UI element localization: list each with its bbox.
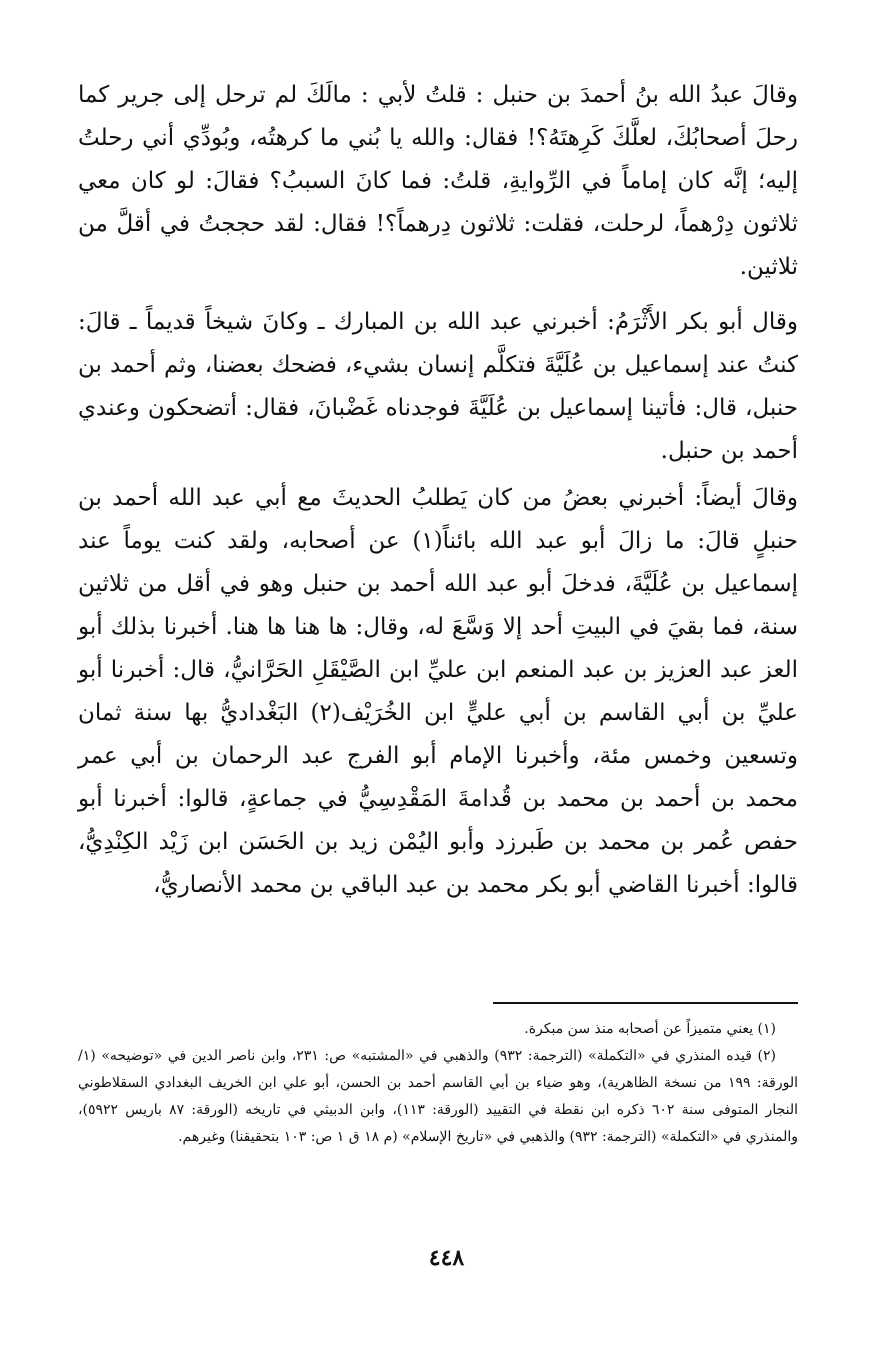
footnote-1-text: (١) يعني متميزاً عن أصحابه منذ سن مبكرة. [524, 1021, 776, 1037]
footnote-1 [78, 1016, 798, 1043]
main-text [78, 74, 798, 907]
paragraph-3: وقالَ أيضاً: أخبرني بعضُ من كان يَطلبُ الحديثَ مع أبي عبد الله أحمد بن حنبلٍ قالَ: ما زالَ أبو عبد الله بائناً(١) عن أصحابه، ولقد كنت يوماً عند إسماعيل بن عُلَيَّةَ، فدخلَ أبو عبد الله أحمد بن حنبل وهو في أقل من ثلاثين سنة، فما بقيَ في البيتِ أحد إلا وَسَّعَ له، وقال: ها هنا ها هنا. أخبرنا بذلك أبو العز عبد العزيز بن عبد المنعم ابن عليِّ ابن الصَّيْقَلِ الحَرَّانيُّ، قال: أخبرنا أبو عليِّ بن أبي القاسم بن أبي عليٍّ ابن الخُرَيْف(٢) البَغْداديُّ بها سنة ثمان وتسعين وخمس مئة، وأخبرنا الإمام أبو الفرج عبد الرحمان بن أبي عمر محمد بن أحمد بن محمد بن قُدامةَ المَقْدِسِيُّ في جماعةٍ، قالوا: أخبرنا أبو حفص عُمر بن محمد بن طَبرزد وأبو اليُمْن زيد بن الحَسَن ابن زَيْد الكِنْدِيُّ، قالوا: أخبرنا القاضي أبو بكر محمد بن عبد الباقي بن محمد الأنصاريُّ، [78, 485, 798, 898]
footnote-divider [493, 1002, 798, 1004]
footnote-2-text: (٢) قيده المنذري في «التكملة» (الترجمة: ٩٣٢) والذهبي في «المشتبه» ص: ٢٣١، وابن ناصر الدين في «توضيحه» (١/الورقة: ١٩٩ من نسخة الظاهرية)، وهو ضياء بن أبي القاسم أحمد بن الحسن، أبو علي ابن الخريف البغدادي السقلاطوني النجار المتوفى سنة ٦٠٢ ذكره ابن نقطة في التقييد (الورقة: ١١٣)، وابن الدبيثي في تاريخه (الورقة: ٨٧ باريس ٥٩٢٢)، والمنذري في «التكملة» (الترجمة: ٩٣٢) والذهبي في «تاريخ الإسلام» (م ١٨ ق ١ ص: ١٠٣ بتحقيقنا) وغيرهم. [78, 1048, 799, 1145]
paragraph-2: وقال أبو بكر الأَثْرَمُ: أخبرني عبد الله بن المبارك ـ وكانَ شيخاً قديماً ـ قالَ: كنتُ عند إسماعيل بن عُلَيَّةَ فتكلَّم إنسان بشيء، فضحك بعضنا، وثم أحمد بن حنبل، قال: فأتينا إسماعيل بن عُلَيَّةَ فوجدناه غَضْبانَ، فقال: أتضحكون وعندي أحمد بن حنبل. [78, 309, 798, 464]
footnotes [78, 1016, 798, 1151]
footnote-2 [78, 1043, 798, 1151]
page-number: ٤٤٨ [428, 1245, 465, 1271]
paragraph-1: وقالَ عبدُ الله بنُ أحمدَ بن حنبل : قلتُ لأبي : مالَكَ لم ترحل إلى جرير كما رحلَ أصحابُكَ، لعلَّكَ كَرِهتَهُ؟! فقال: والله يا بُني ما كرهتُه، وبُودِّي أني رحلتُ إليه؛ إنَّه كان إماماً في الرِّوايةِ، قلتُ: فما كانَ السببُ؟ فقالَ: لو كان معي ثلاثون دِرْهماً، لرحلت، فقلت: ثلاثون دِرهماً؟! فقال: لقد حججتُ في أقلَّ من ثلاثين. [78, 82, 798, 280]
